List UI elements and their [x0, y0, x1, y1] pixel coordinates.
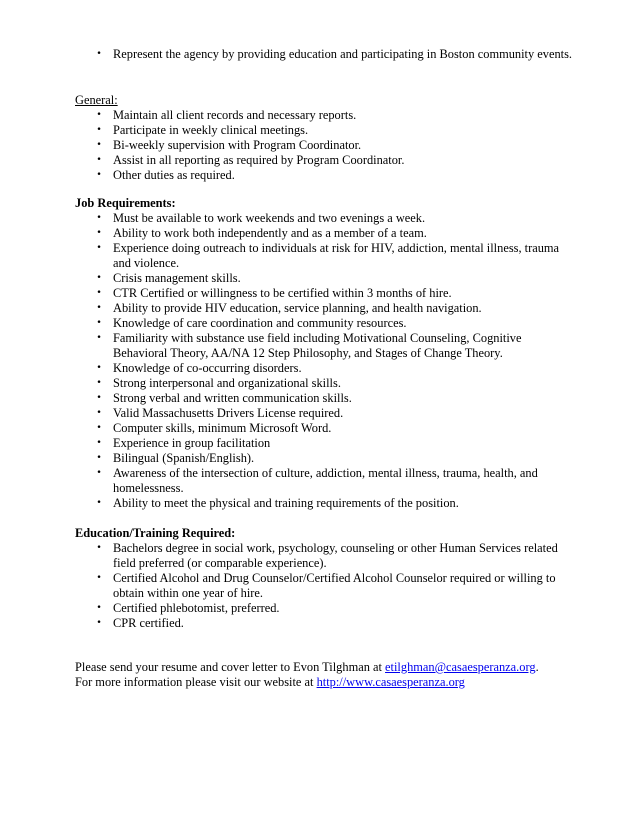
bullet-icon: •: [96, 303, 102, 313]
list-item: [75, 47, 575, 62]
list-item-text: Strong verbal and written communication skills.: [113, 391, 352, 405]
list-item: [75, 211, 575, 226]
list-item-text: Ability to provide HIV education, service planning, and health navigation.: [113, 301, 482, 315]
bullet-icon: •: [96, 140, 102, 150]
list-item-text: Participate in weekly clinical meetings.: [113, 123, 309, 137]
contact-section: [75, 660, 595, 690]
general-list: [75, 108, 575, 183]
education-list: [75, 541, 575, 631]
intro-list: [75, 47, 575, 62]
bullet-icon: •: [96, 618, 102, 628]
list-item-text: Must be available to work weekends and two evenings a week.: [113, 211, 426, 225]
list-item: [75, 391, 575, 406]
bullet-icon: •: [96, 408, 102, 418]
bullet-icon: •: [96, 363, 102, 373]
bullet-icon: •: [96, 468, 102, 478]
bullet-icon: •: [96, 378, 102, 388]
list-item: [75, 406, 575, 421]
bullet-icon: •: [96, 318, 102, 328]
bullet-icon: •: [96, 423, 102, 433]
bullet-icon: •: [96, 170, 102, 180]
bullet-icon: •: [96, 438, 102, 448]
intro-section: [75, 47, 575, 62]
list-item-text: Ability to work both independently and as a member of a team.: [113, 226, 427, 240]
list-item: [75, 168, 575, 183]
list-item: [75, 571, 575, 601]
list-item-text: Crisis management skills.: [113, 271, 241, 285]
bullet-icon: •: [96, 288, 102, 298]
list-item: [75, 241, 575, 271]
list-item-text: Valid Massachusetts Drivers License required.: [113, 406, 344, 420]
list-item-text: Computer skills, minimum Microsoft Word.: [113, 421, 332, 435]
job-requirements-heading: Job Requirements:: [75, 196, 176, 210]
website-link[interactable]: http://www.casaesperanza.org: [316, 675, 465, 689]
bullet-icon: •: [96, 393, 102, 403]
bullet-icon: •: [96, 49, 102, 59]
list-item: [75, 466, 575, 496]
list-item-text: Other duties as required.: [113, 168, 235, 182]
list-item-text: CPR certified.: [113, 616, 184, 630]
list-item: [75, 286, 575, 301]
list-item: [75, 123, 575, 138]
list-item: [75, 226, 575, 241]
list-item-text: Represent the agency by providing education and participating in Boston community events.: [113, 47, 573, 61]
list-item-text: Knowledge of co-occurring disorders.: [113, 361, 302, 375]
list-item: [75, 301, 575, 316]
bullet-icon: •: [96, 110, 102, 120]
contact-website-text: For more information please visit our website at: [75, 675, 317, 689]
list-item: [75, 138, 575, 153]
list-item-text: Bilingual (Spanish/English).: [113, 451, 255, 465]
list-item: [75, 436, 575, 451]
list-item-text: Certified Alcohol and Drug Counselor/Certified Alcohol Counselor required or willing to obtain within one year of hire.: [113, 571, 556, 600]
list-item: [75, 316, 575, 331]
general-section: [75, 93, 575, 183]
job-requirements-section: [75, 196, 575, 511]
list-item: [75, 331, 575, 361]
list-item: [75, 153, 575, 168]
list-item: [75, 271, 575, 286]
bullet-icon: •: [96, 573, 102, 583]
contact-line-resume: [75, 660, 595, 675]
bullet-icon: •: [96, 213, 102, 223]
list-item-text: Maintain all client records and necessary reports.: [113, 108, 357, 122]
list-item-text: Certified phlebotomist, preferred.: [113, 601, 280, 615]
bullet-icon: •: [96, 603, 102, 613]
list-item-text: Knowledge of care coordination and community resources.: [113, 316, 407, 330]
list-item: [75, 451, 575, 466]
list-item-text: Experience in group facilitation: [113, 436, 271, 450]
bullet-icon: •: [96, 453, 102, 463]
list-item: [75, 108, 575, 123]
job-requirements-list: [75, 211, 575, 511]
contact-line-website: [75, 675, 595, 690]
list-item: [75, 496, 575, 511]
bullet-icon: •: [96, 333, 102, 343]
list-item-text: Strong interpersonal and organizational skills.: [113, 376, 341, 390]
list-item: [75, 541, 575, 571]
list-item: [75, 601, 575, 616]
list-item: [75, 361, 575, 376]
general-heading: General:: [75, 93, 118, 107]
contact-period: .: [535, 660, 539, 674]
list-item-text: Familiarity with substance use field including Motivational Counseling, Cognitive Behavioral Theory, AA/NA 12 Step Philosophy, and Stages of Change Theory.: [113, 331, 522, 360]
bullet-icon: •: [96, 273, 102, 283]
list-item-text: CTR Certified or willingness to be certified within 3 months of hire.: [113, 286, 452, 300]
bullet-icon: •: [96, 125, 102, 135]
bullet-icon: •: [96, 543, 102, 553]
list-item-text: Assist in all reporting as required by Program Coordinator.: [113, 153, 405, 167]
list-item-text: Ability to meet the physical and training requirements of the position.: [113, 496, 459, 510]
list-item-text: Bachelors degree in social work, psychology, counseling or other Human Services related field preferred (or comparable experience).: [113, 541, 558, 570]
list-item: [75, 376, 575, 391]
list-item-text: Experience doing outreach to individuals at risk for HIV, addiction, mental illness, trauma and violence.: [113, 241, 560, 270]
list-item: [75, 421, 575, 436]
contact-resume-text: Please send your resume and cover letter to Evon Tilghman at: [75, 660, 386, 674]
bullet-icon: •: [96, 498, 102, 508]
bullet-icon: •: [96, 228, 102, 238]
education-section: [75, 526, 575, 631]
list-item: [75, 616, 575, 631]
list-item-text: Bi-weekly supervision with Program Coordinator.: [113, 138, 362, 152]
email-link[interactable]: etilghman@casaesperanza.org: [385, 660, 536, 674]
list-item-text: Awareness of the intersection of culture, addiction, mental illness, trauma, health, and homelessness.: [113, 466, 538, 495]
bullet-icon: •: [96, 155, 102, 165]
education-heading: Education/Training Required:: [75, 526, 236, 540]
bullet-icon: •: [96, 243, 102, 253]
